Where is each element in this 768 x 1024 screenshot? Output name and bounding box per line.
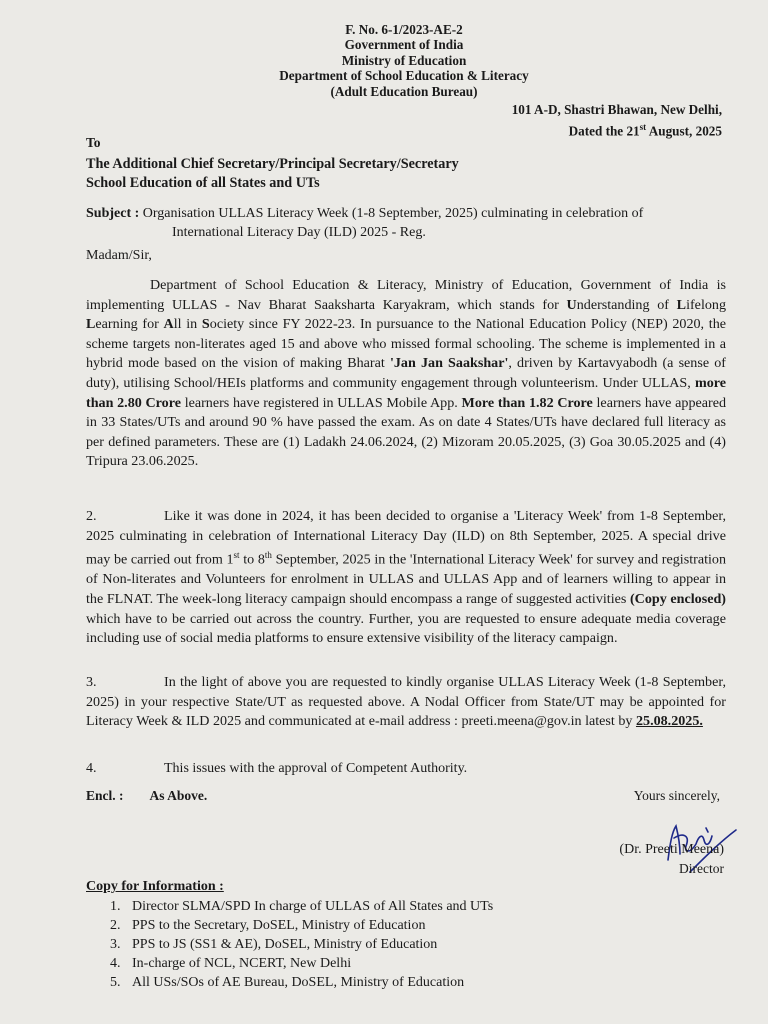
addressee-line-2: School Education of all States and UTs [86, 174, 320, 191]
dated-line: Dated the 21st August, 2025 [568, 121, 722, 138]
paragraph-3: 3. In the light of above you are requested to kindly organise ULLAS Literacy Week (1-8 September, 2025) in your respective State/UT as requested above. A Nodal Officer from State/UT may be appointed for Literacy Week & ILD 2025 and communicated at e-mail address : preeti.meena@gov.in latest by 25.08.2025. [86, 674, 726, 730]
department-name: Department of School Education & Literacy [279, 68, 529, 84]
copy-list [110, 897, 493, 992]
subject-label: Subject : [86, 206, 140, 221]
copy-heading: Copy for Information : [86, 879, 224, 894]
signatory-name: (Dr. Preeti Meena) [619, 842, 724, 857]
list-item: 1. Director SLMA/SPD In charge of ULLAS of All States and UTs [110, 899, 494, 914]
subject-line-1: Organisation ULLAS Literacy Week (1-8 September, 2025) culminating in celebration of [142, 206, 644, 221]
paragraph-4: 4. This issues with the approval of Competent Authority. [86, 761, 468, 776]
list-item: 3. PPS to JS (SS1 & AE), DoSEL, Ministry of Education [110, 937, 438, 952]
enclosure: Encl. : As Above. [86, 788, 208, 803]
paragraph-2: 2. Like it was done in 2024, it has been decided to organise a 'Literacy Week' from 1-8 September, 2025 culminating in celebration of International Literacy Day (ILD) on 8th September, 2025. A special drive may be carried out from 1st to 8th September, 2025 in the 'International Literacy Week' for survey and registration of Non-literates and Volunteers for enrolment in ULLAS and ULLAS App and of learners willing to appear in the FLNAT. The week-long literacy campaign should encompass a range of suggested activities (Copy enclosed) which have to be carried out across the country. Further, you are requested to ensure adequate media coverage including use of social media platforms to ensure extensive visibility of the literacy campaign. [86, 508, 726, 647]
salutation: Madam/Sir, [86, 248, 152, 263]
subject [86, 204, 726, 242]
addressee [86, 155, 459, 192]
to-label: To [86, 135, 101, 150]
address-line: 101 A-D, Shastri Bhawan, New Delhi, [511, 102, 722, 117]
signatory-designation: Director [679, 861, 724, 876]
addressee-line-1: The Additional Chief Secretary/Principal Secretary/Secretary [86, 156, 459, 172]
sender-address [512, 102, 722, 139]
government-name: Government of India [344, 37, 464, 53]
list-item: 2. PPS to the Secretary, DoSEL, Ministry of Education [110, 918, 426, 933]
deadline-date: 25.08.2025. [635, 713, 703, 730]
letterhead [0, 22, 768, 99]
subject-line-2: International Literacy Day (ILD) 2025 - Reg. [172, 225, 426, 240]
closing: Yours sincerely, [633, 788, 720, 803]
file-number: F. No. 6-1/2023-AE-2 [345, 22, 463, 37]
list-item: 4. In-charge of NCL, NCERT, New Delhi [110, 956, 352, 971]
bureau-name: (Adult Education Bureau) [330, 83, 478, 99]
paragraph-1: Department of School Education & Literacy, Ministry of Education, Government of India is implementing ULLAS - Nav Bharat Saaksharta Karyakram, which stands for Understanding of Lifelong Learning for All in Society since FY 2022-23. In pursuance to the National Education Policy (NEP) 2020, the scheme targets non-literates aged 15 and above who missed formal schooling. The scheme is implemented in a hybrid mode based on the vision of making Bharat 'Jan Jan Saakshar', driven by Kartavyabodh (a sense of duty), utilising School/HEIs platforms and community engagement through volunteerism. Under ULLAS, more than 2.80 Crore learners have registered in ULLAS Mobile App. More than 1.82 Crore learners have appeared in 33 States/UTs and around 90 % have passed the exam. As on date 4 States/UTs have declared full literacy as per defined parameters. These are (1) Ladakh 24.06.2024, (2) Mizoram 20.05.2025, (3) Goa 30.05.2025 and (4) Tripura 23.06.2025. [86, 277, 727, 470]
list-item: 5. All USs/SOs of AE Bureau, DoSEL, Ministry of Education [110, 975, 465, 990]
ministry-name: Ministry of Education [341, 52, 467, 68]
